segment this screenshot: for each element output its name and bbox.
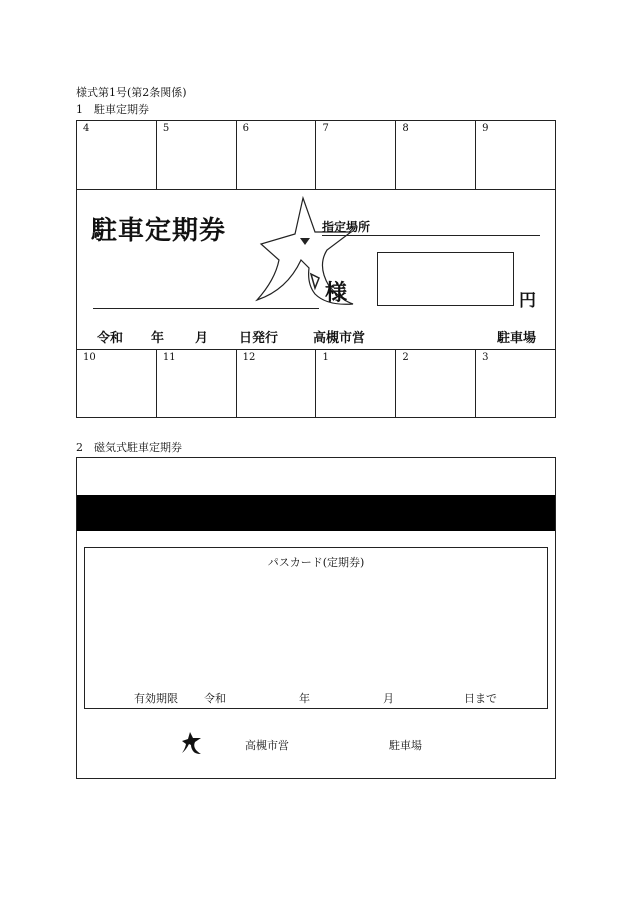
- month-cell: 9: [482, 123, 489, 134]
- amount-box: [377, 252, 514, 306]
- month-cell: 5: [157, 121, 237, 189]
- parking-ticket: [76, 120, 556, 418]
- bottom-month-row: [77, 350, 555, 418]
- day-until-label: 日まで: [464, 692, 497, 705]
- month-cell: 6: [237, 121, 317, 189]
- ticket-title: 駐車定期券: [91, 216, 227, 246]
- month-cell: 3: [482, 352, 489, 363]
- section1-title: 1 駐車定期券: [76, 103, 149, 116]
- month-cell: 2: [396, 350, 476, 418]
- valid-until-label: 有効期限: [134, 692, 178, 705]
- takatsuki-emblem-icon: [181, 731, 203, 755]
- month-label: 月: [383, 692, 394, 705]
- yen-label: 円: [519, 291, 536, 311]
- name-line: [93, 308, 319, 309]
- reiwa-label: 令和: [97, 331, 124, 346]
- takatsuki-emblem-icon: [253, 194, 383, 312]
- year-label: 年: [151, 331, 165, 346]
- magnetic-stripe: [77, 495, 555, 531]
- section2-title: 2 磁気式駐車定期券: [76, 441, 182, 454]
- month-cell: 1: [316, 350, 396, 418]
- month-cell: 10: [77, 350, 157, 418]
- magnetic-ticket: [76, 457, 556, 779]
- form-label: 様式第1号(第2条関係): [76, 86, 187, 99]
- month-cell: 4: [77, 121, 157, 189]
- parking-label: 駐車場: [497, 331, 537, 346]
- city-label: 高槻市営: [245, 739, 289, 752]
- month-cell: 8: [396, 121, 476, 189]
- top-month-row: [77, 121, 555, 189]
- month-label: 月: [195, 331, 209, 346]
- designated-place-label: 指定場所: [322, 220, 371, 234]
- parking-label: 駐車場: [389, 739, 422, 752]
- place-line: [322, 235, 540, 236]
- reiwa-label: 令和: [204, 692, 226, 705]
- sama-label: 様: [325, 281, 348, 306]
- month-cell: 11: [157, 350, 237, 418]
- issued-label: 日発行: [239, 331, 279, 346]
- card-title: パスカード(定期券): [267, 556, 365, 569]
- pass-card-area: [84, 547, 548, 709]
- month-cell: 7: [316, 121, 396, 189]
- city-label: 高槻市営: [313, 331, 366, 346]
- month-cell: 12: [237, 350, 317, 418]
- ticket-body: [77, 189, 555, 350]
- year-label: 年: [299, 692, 310, 705]
